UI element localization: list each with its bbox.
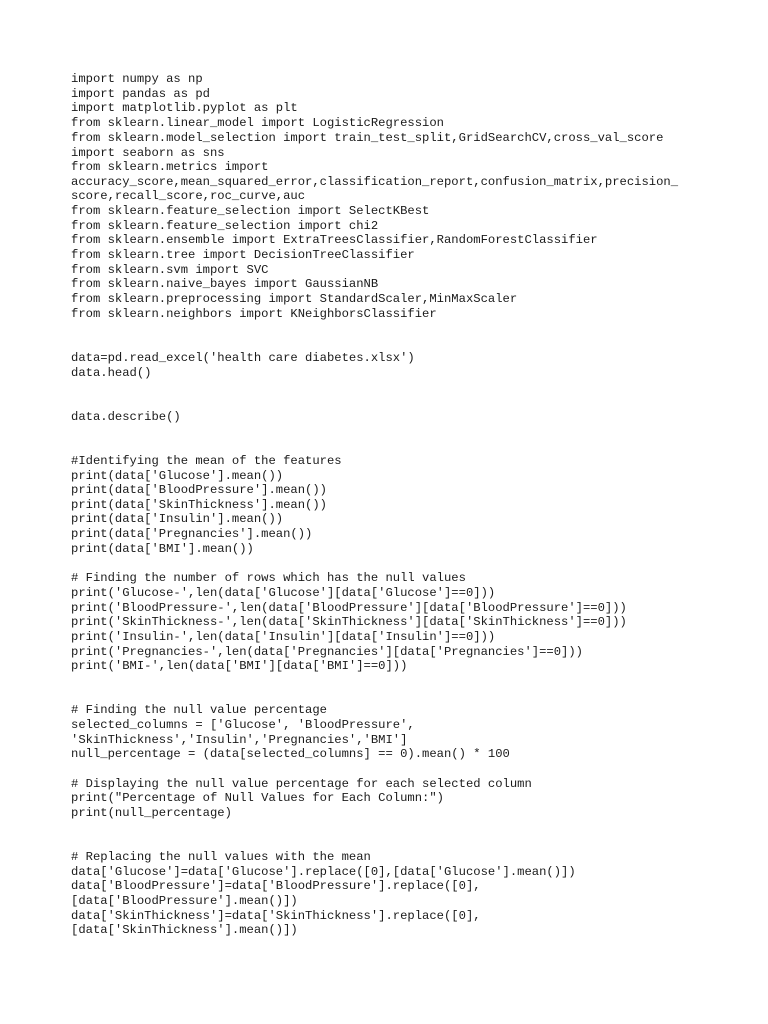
- code-line: from sklearn.preprocessing import StandardScaler,MinMaxScaler: [71, 292, 518, 306]
- code-line: null_percentage = (data[selected_columns] == 0).mean() * 100: [71, 747, 510, 761]
- code-line: print('BMI-',len(data['BMI'][data['BMI']==0])): [71, 659, 408, 673]
- code-line: from sklearn.model_selection import train_test_split,GridSearchCV,cross_val_score: [71, 131, 664, 145]
- code-line: data['Glucose']=data['Glucose'].replace([0],[data['Glucose'].mean()]): [71, 865, 576, 879]
- code-line: import pandas as pd: [71, 87, 210, 101]
- code-line: print(data['Pregnancies'].mean()): [71, 527, 313, 541]
- code-line: data.describe(): [71, 410, 181, 424]
- code-line: from sklearn.neighbors import KNeighborsClassifier: [71, 307, 437, 321]
- code-line: accuracy_score,mean_squared_error,classification_report,confusion_matrix,precision_: [71, 175, 679, 189]
- code-line: from sklearn.feature_selection import chi2: [71, 219, 379, 233]
- code-line: from sklearn.linear_model import LogisticRegression: [71, 116, 444, 130]
- code-line: # Displaying the null value percentage for each selected column: [71, 777, 532, 791]
- code-line: from sklearn.feature_selection import SelectKBest: [71, 204, 430, 218]
- code-line: data['SkinThickness']=data['SkinThickness'].replace([0],: [71, 909, 481, 923]
- code-line: # Replacing the null values with the mean: [71, 850, 371, 864]
- code-line: print('Insulin-',len(data['Insulin'][data['Insulin']==0])): [71, 630, 496, 644]
- code-line: from sklearn.svm import SVC: [71, 263, 269, 277]
- code-line: print(data['Glucose'].mean()): [71, 469, 284, 483]
- code-line: print('Pregnancies-',len(data['Pregnancies'][data['Pregnancies']==0])): [71, 645, 583, 659]
- code-line: 'SkinThickness','Insulin','Pregnancies','BMI']: [71, 733, 408, 747]
- code-line: # Finding the number of rows which has the null values: [71, 571, 466, 585]
- code-line: from sklearn.ensemble import ExtraTreesClassifier,RandomForestClassifier: [71, 233, 598, 247]
- code-line: print(data['BloodPressure'].mean()): [71, 483, 327, 497]
- code-line: data['BloodPressure']=data['BloodPressure'].replace([0],: [71, 879, 481, 893]
- code-line: [data['SkinThickness'].mean()]): [71, 923, 298, 937]
- code-line: import seaborn as sns: [71, 146, 225, 160]
- code-line: import matplotlib.pyplot as plt: [71, 101, 298, 115]
- code-line: import numpy as np: [71, 72, 203, 86]
- code-line: # Finding the null value percentage: [71, 703, 327, 717]
- code-line: print('BloodPressure-',len(data['BloodPressure'][data['BloodPressure']==0])): [71, 601, 627, 615]
- code-line: selected_columns = ['Glucose', 'BloodPressure',: [71, 718, 415, 732]
- code-line: print(null_percentage): [71, 806, 232, 820]
- code-line: print('SkinThickness-',len(data['SkinThickness'][data['SkinThickness']==0])): [71, 615, 627, 629]
- code-line: print(data['Insulin'].mean()): [71, 512, 284, 526]
- code-line: #Identifying the mean of the features: [71, 454, 342, 468]
- code-line: print(data['BMI'].mean()): [71, 542, 254, 556]
- code-line: from sklearn.metrics import: [71, 160, 269, 174]
- code-line: from sklearn.naive_bayes import GaussianNB: [71, 277, 379, 291]
- code-line: [data['BloodPressure'].mean()]): [71, 894, 298, 908]
- code-line: print('Glucose-',len(data['Glucose'][data['Glucose']==0])): [71, 586, 496, 600]
- code-line: data=pd.read_excel('health care diabetes.xlsx'): [71, 351, 415, 365]
- code-line: data.head(): [71, 366, 152, 380]
- code-line: from sklearn.tree import DecisionTreeClassifier: [71, 248, 415, 262]
- code-line: print("Percentage of Null Values for Each Column:"): [71, 791, 444, 805]
- code-line: score,recall_score,roc_curve,auc: [71, 189, 306, 203]
- code-line: print(data['SkinThickness'].mean()): [71, 498, 327, 512]
